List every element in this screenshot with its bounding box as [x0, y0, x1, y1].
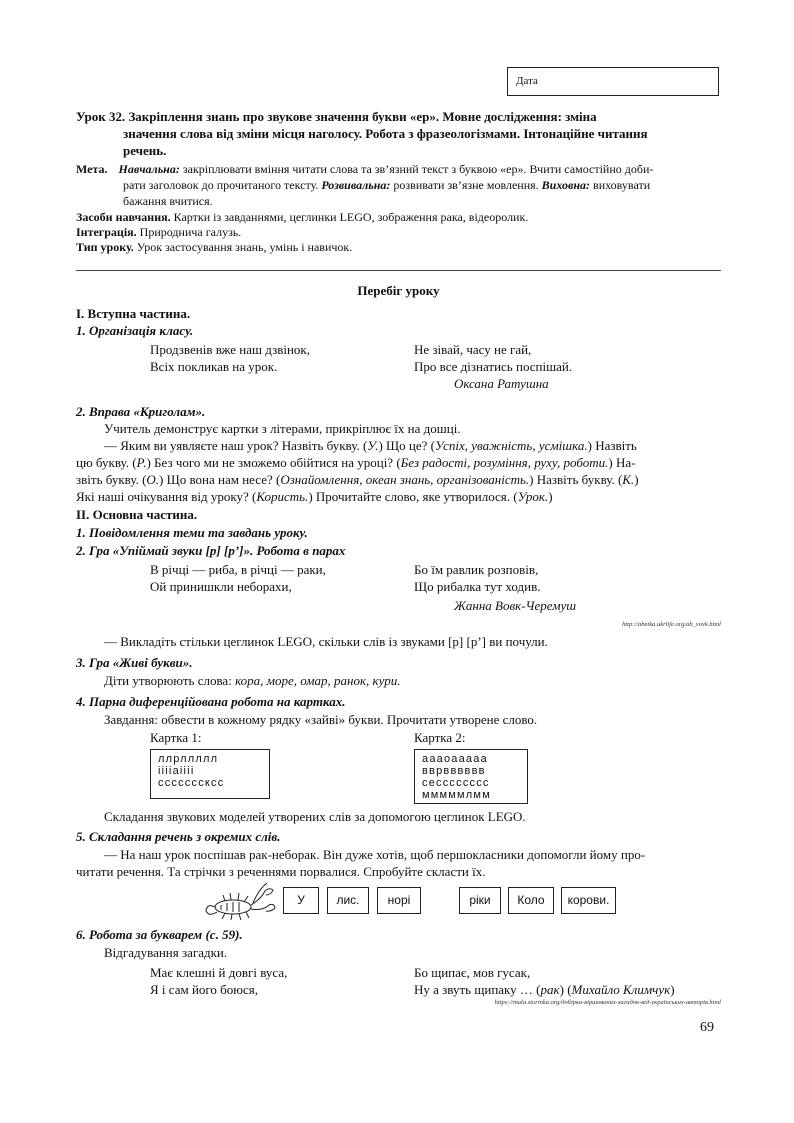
educational-label: Виховна: — [541, 178, 591, 192]
t: ) Що вона нам несе? ( — [159, 472, 281, 487]
t: Р. — [136, 455, 147, 470]
t: рак — [540, 982, 560, 997]
poem1-r1: Не зівай, часу не гай, — [414, 342, 532, 357]
t: У. — [367, 438, 379, 453]
t: ) Назвіть букву. ( — [529, 472, 623, 487]
t: ) Прочитайте слово, яке утворилося. ( — [308, 489, 518, 504]
divider — [76, 270, 721, 271]
poem1-author: Оксана Ратушна — [454, 376, 549, 391]
sec1-p2-title: 2. Вправа «Криголам». — [76, 404, 206, 419]
t: цю букву. ( — [76, 455, 137, 470]
poem1-l1: Продзвенів вже наш дзвінок, — [150, 342, 310, 357]
sec2-p5-l1: — На наш урок поспішав рак-неборак. Він дуже хотів, щоб першокласники допомогли йому про- — [104, 847, 646, 862]
card2-row: мммммлмм — [422, 789, 491, 801]
sec1-p2-l4 — [76, 471, 721, 488]
sec1-p2-l1: Учитель демонструє картки з літерами, прикріплює їх на дошці. — [104, 421, 461, 436]
means-text: Картки із завданнями, цеглинки LEGO, зображення рака, відеоролик. — [170, 210, 529, 224]
poem1-left — [150, 341, 310, 375]
t: Урок. — [517, 489, 549, 504]
riddle-r1: Бо щипає, мов гусак, — [414, 965, 531, 980]
sec2-p1-title: 1. Повідомлення теми та завдань уроку. — [76, 525, 308, 540]
poem2-l2: Ой принишкли неборахи, — [150, 579, 292, 594]
puzzle-piece-nori[interactable]: норі — [377, 887, 421, 914]
puzzle-piece-u[interactable]: У — [283, 887, 319, 914]
card-1 — [150, 749, 270, 799]
poem2-r2: Що рибалка тут ходив. — [414, 579, 541, 594]
riddle-l2: Я і сам його боюся, — [150, 982, 258, 997]
source-link-2[interactable]: https://mala.storinka.org/добірка-віршованих-загадок-від-українських-авторів.html — [494, 999, 721, 1006]
t: ) — [548, 489, 553, 504]
sec2-p5-title: 5. Складання речень з окремих слів. — [76, 829, 281, 844]
type-label: Тип уроку. — [76, 240, 134, 254]
progress-title: Перебіг уроку — [357, 283, 440, 298]
sec2-p4-after: Складання звукових моделей утворених слів за допомогою цеглинок LEGO. — [104, 809, 526, 824]
puzzle-piece-riky[interactable]: ріки — [459, 887, 501, 914]
t: Які наші очікування від уроку? ( — [76, 489, 257, 504]
source-link-1[interactable]: http://abetka.ukrlife.org/ab_vovk.html — [622, 621, 721, 628]
card1-label: Картка 1: — [150, 730, 202, 745]
sec2-p2-text: — Викладіть стільки цеглинок LEGO, скільки слів із звуками [р] [р’] ви почули. — [104, 634, 548, 649]
t: Михайло Климчук — [571, 982, 671, 997]
poem1-r2: Про все дізнатись поспішай. — [414, 359, 573, 374]
riddle-right — [414, 964, 675, 998]
lesson-title-line1: Урок 32. Закріплення знань про звукове значення букви «ер». Мовне дослідження: зміна — [76, 109, 597, 124]
sec2-p3-text — [104, 672, 749, 689]
poem1-l2: Всіх покликав на урок. — [150, 359, 278, 374]
card1-row: ллрллллл — [158, 753, 219, 765]
card2-row: сесссссссс — [422, 777, 490, 789]
t: — Яким ви уявляєте наш урок? Назвіть букву. ( — [104, 438, 368, 453]
sec1-p1-title: 1. Організація класу. — [76, 323, 194, 338]
type-line — [76, 239, 721, 256]
developing-text: розвивати зв’язне мовлення. — [390, 178, 542, 192]
t: ) На- — [608, 455, 636, 470]
section1-title: I. Вступна частина. — [76, 306, 191, 321]
goal-line1 — [76, 161, 721, 178]
poem2-right — [414, 561, 540, 595]
integration-text: Природнича галузь. — [136, 225, 242, 239]
t: Ознайомлення, океан знань, організованість. — [280, 472, 530, 487]
t: К. — [622, 472, 635, 487]
riddle-l1: Має клешні й довгі вуса, — [150, 965, 288, 980]
sec2-p4-title: 4. Парна диференційована робота на картках. — [76, 694, 346, 709]
page-number: 69 — [700, 1020, 714, 1035]
date-label: Дата — [516, 75, 538, 87]
poem2-l1: В річці — риба, в річці — раки, — [150, 562, 326, 577]
t: ) — [670, 982, 675, 997]
sec1-p2-l2 — [104, 437, 721, 454]
type-text: Урок застосування знань, умінь і навичок. — [133, 240, 353, 254]
goal-label: Мета. — [76, 162, 108, 176]
t: ) — [634, 472, 639, 487]
goal-line2 — [123, 177, 768, 194]
card2-row: аааоааааа — [422, 753, 488, 765]
teaching-label: Навчальна: — [118, 162, 180, 176]
educational-text: виховувати — [590, 178, 651, 192]
lesson-title-line2: значення слова від зміни місця наголосу. Робота з фразеологізмами. Інтонаційне читання — [123, 126, 648, 141]
t: ) Що це? ( — [378, 438, 435, 453]
date-box[interactable] — [507, 67, 719, 96]
t: ) Без чого ми не зможемо обійтися на уроці? ( — [146, 455, 401, 470]
developing-label: Розвивальна: — [321, 178, 391, 192]
t: Користь. — [256, 489, 309, 504]
card1-row: сссссссксс — [158, 777, 225, 789]
lesson-title-line3: речень. — [123, 143, 167, 158]
riddle-left — [150, 964, 287, 998]
sec2-p6-title: 6. Робота за букварем (с. 59). — [76, 927, 243, 942]
sec2-p6-l1: Відгадування загадки. — [104, 945, 228, 960]
t: Успіх, уважність, усмішка. — [435, 438, 588, 453]
poem2-author: Жанна Вовк-Черемуш — [454, 598, 577, 613]
card2-row: вврвввввв — [422, 765, 486, 777]
t: Ну а звуть щипаку … ( — [414, 982, 541, 997]
t: звіть букву. ( — [76, 472, 147, 487]
poem1-right — [414, 341, 572, 375]
crayfish-icon — [203, 881, 278, 923]
t: кора, море, омар, ранок, кури. — [235, 673, 401, 688]
sec1-p2-l3 — [76, 454, 721, 471]
sec2-p3-title: 3. Гра «Живі букви». — [76, 655, 193, 670]
t: Діти утворюють слова: — [104, 673, 236, 688]
poem2-left — [150, 561, 326, 595]
sec1-p2-l5 — [76, 488, 721, 505]
puzzle-piece-lys[interactable]: лис. — [327, 887, 369, 914]
riddle-r2 — [414, 981, 675, 998]
sec2-p4-task: Завдання: обвести в кожному рядку «зайві» букви. Прочитати утворене слово. — [104, 712, 538, 727]
card1-row: ііііаіііі — [158, 765, 195, 777]
t: О. — [146, 472, 160, 487]
teaching-text2: рати заголовок до прочитаного тексту. — [123, 178, 322, 192]
integration-label: Інтеграція. — [76, 225, 137, 239]
card-2 — [414, 749, 528, 804]
t: Без радості, розуміння, руху, роботи. — [400, 455, 609, 470]
t: ) Назвіть — [587, 438, 637, 453]
goal-line3: бажання вчитися. — [123, 194, 213, 208]
sec2-p5-l2: читати речення. Та стрічки з реченнями порвалися. Спробуйте скласти їх. — [76, 864, 486, 879]
section2-title: II. Основна частина. — [76, 507, 198, 522]
t: ) ( — [559, 982, 572, 997]
poem2-r1: Бо їм равлик розповів, — [414, 562, 539, 577]
puzzle-piece-korovy[interactable]: корови. — [561, 887, 616, 914]
teaching-text1: закріплювати вміння читати слова та зв’язний текст з буквою «ер». Вчити самостійно доби- — [179, 162, 654, 176]
means-label: Засоби навчання. — [76, 210, 171, 224]
puzzle-piece-kolo[interactable]: Коло — [508, 887, 554, 914]
sec2-p2-title: 2. Гра «Упіймай звуки [р] [р’]». Робота в парах — [76, 543, 346, 558]
card2-label: Картка 2: — [414, 730, 466, 745]
